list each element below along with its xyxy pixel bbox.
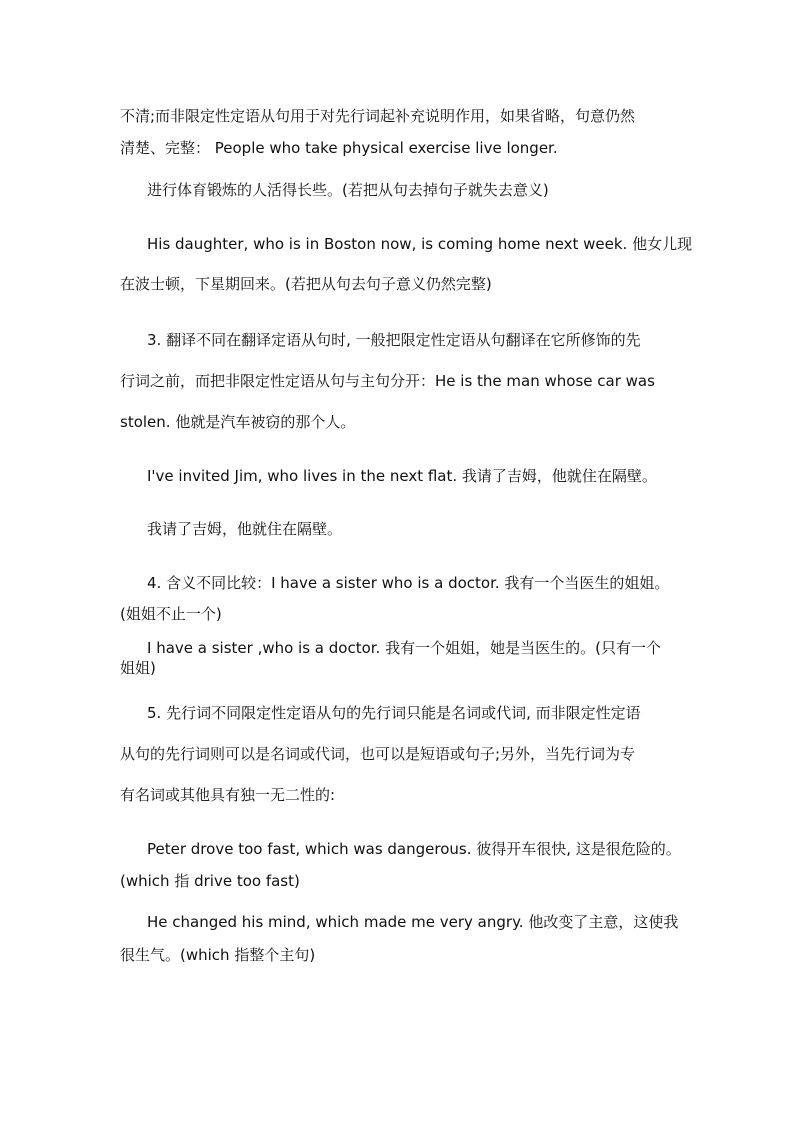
text-line: 3. 翻译不同在翻译定语从句时, 一般把限定性定语从句翻译在它所修饰的先 bbox=[147, 331, 641, 349]
text-line: 在波士顿，下星期回来。(若把从句去句子意义仍然完整) bbox=[120, 275, 492, 293]
text-line: 清楚、完整： People who take physical exercise live longer. bbox=[120, 139, 558, 157]
text-line: Peter drove too fast, which was dangerous. 彼得开车很快, 这是很危险的。 bbox=[147, 840, 681, 858]
text-line: 从句的先行词则可以是名词或代词，也可以是短语或句子;另外，当先行词为专 bbox=[120, 745, 636, 763]
text-line: 5. 先行词不同限定性定语从句的先行词只能是名词或代词, 而非限定性定语 bbox=[147, 704, 641, 722]
text-line: stolen. 他就是汽车被窃的那个人。 bbox=[120, 413, 356, 431]
text-line: 进行体育锻炼的人活得长些。(若把从句去掉句子就失去意义) bbox=[147, 181, 549, 199]
text-line: 很生气。(which 指整个主句) bbox=[120, 946, 316, 964]
text-line: 4. 含义不同比较：I have a sister who is a doctor. 我有一个当医生的姐姐。 bbox=[147, 574, 670, 592]
text-line: 不清;而非限定性定语从句用于对先行词起补充说明作用，如果省略，句意仍然 bbox=[120, 107, 636, 125]
text-line: 行词之前，而把非限定性定语从句与主句分开：He is the man whose car was bbox=[120, 372, 655, 390]
text-line: 有名词或其他具有独一无二性的: bbox=[120, 786, 336, 804]
text-line: He changed his mind, which made me very angry. 他改变了主意，这使我 bbox=[147, 913, 679, 931]
text-line: (姐姐不止一个) bbox=[120, 605, 222, 623]
text-line: (which 指 drive too fast) bbox=[120, 872, 300, 890]
text-line: His daughter, who is in Boston now, is coming home next week. 他女儿现 bbox=[147, 235, 693, 253]
text-line: I've invited Jim, who lives in the next flat. 我请了吉姆，他就住在隔壁。 bbox=[147, 467, 657, 485]
text-line: I have a sister ,who is a doctor. 我有一个姐姐，她是当医生的。(只有一个 bbox=[147, 639, 661, 657]
text-line: 我请了吉姆，他就住在隔壁。 bbox=[147, 520, 343, 538]
text-line: 姐姐) bbox=[120, 659, 156, 677]
